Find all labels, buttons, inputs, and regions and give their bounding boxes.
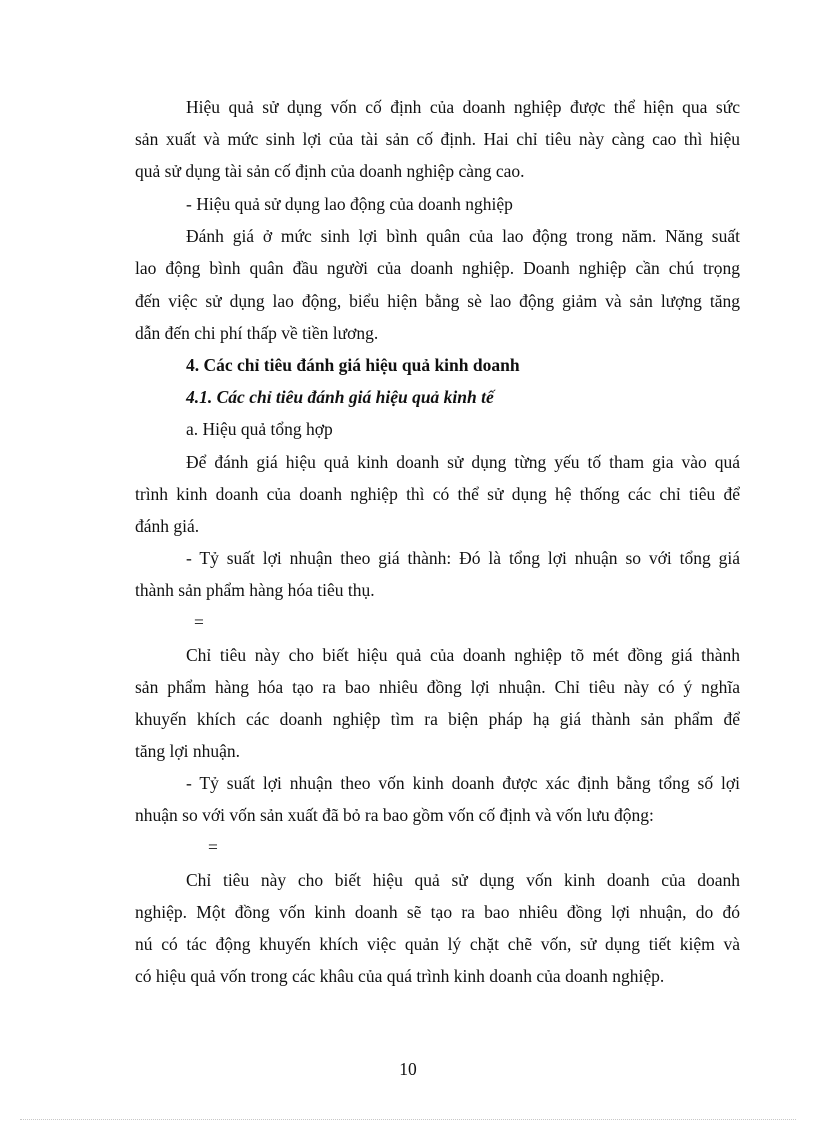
paragraph-line: nghiệp. Một đồng vốn kinh doanh sẽ tạo ra bao nhiêu đồng lợi nhuận, do đó xyxy=(135,902,740,922)
formula-equals: = xyxy=(208,837,218,857)
formula-equals: = xyxy=(194,612,204,632)
paragraph-line: nhuận so với vốn sản xuất đã bỏ ra bao gồm vốn cố định và vốn lưu động: xyxy=(135,805,654,825)
paragraph-line: Hiệu quả sử dụng vốn cố định của doanh nghiệp được thể hiện qua sức xyxy=(186,97,740,117)
paragraph-line: tăng lợi nhuận. xyxy=(135,741,240,761)
paragraph-line: lao động bình quân đầu người của doanh nghiệp. Doanh nghiệp cần chú trọng xyxy=(135,258,740,278)
paragraph-line: Để đánh giá hiệu quả kinh doanh sử dụng từng yếu tố tham gia vào quá xyxy=(186,452,740,472)
paragraph-line: Chỉ tiêu này cho biết hiệu quả của doanh nghiệp tõ mét đồng giá thành xyxy=(186,645,740,665)
paragraph-line: - Tỷ suất lợi nhuận theo giá thành: Đó là tổng lợi nhuận so với tổng giá xyxy=(186,548,740,568)
section-heading: 4. Các chỉ tiêu đánh giá hiệu quả kinh doanh xyxy=(186,355,520,375)
paragraph-line: có hiệu quả vốn trong các khâu của quá trình kinh doanh của doanh nghiệp. xyxy=(135,966,665,986)
page-number: 10 xyxy=(399,1059,417,1079)
paragraph-line: - Tỷ suất lợi nhuận theo vốn kinh doanh được xác định bằng tổng số lợi xyxy=(186,773,740,793)
bullet-heading: - Hiệu quả sử dụng lao động của doanh nghiệp xyxy=(186,194,513,214)
paragraph-line: sản xuất và mức sinh lợi của tài sản cố định. Hai chỉ tiêu này càng cao thì hiệu xyxy=(135,129,740,149)
paragraph-line: khuyến khích các doanh nghiệp tìm ra biện pháp hạ giá thành sản phẩm để xyxy=(135,709,740,729)
paragraph-line: Chỉ tiêu này cho biết hiệu quả sử dụng vốn kinh doanh của doanh xyxy=(186,870,740,890)
paragraph-line: quả sử dụng tài sản cố định của doanh nghiệp càng cao. xyxy=(135,161,525,181)
paragraph-line: trình kinh doanh của doanh nghiệp thì có thể sử dụng hệ thống các chỉ tiêu để xyxy=(135,484,740,504)
item-heading: a. Hiệu quả tổng hợp xyxy=(186,419,333,439)
paragraph-line: đến việc sử dụng lao động, biểu hiện bằng sè lao động giảm và sản lượng tăng xyxy=(135,291,740,311)
paragraph-line: Đánh giá ở mức sinh lợi bình quân của lao động trong năm. Năng suất xyxy=(186,226,740,246)
page-bottom-rule xyxy=(20,1119,796,1120)
paragraph-line: dẫn đến chi phí thấp về tiền lương. xyxy=(135,323,379,343)
paragraph-line: sản phẩm hàng hóa tạo ra bao nhiêu đồng lợi nhuận. Chỉ tiêu này có ý nghĩa xyxy=(135,677,740,697)
paragraph-line: đánh giá. xyxy=(135,516,200,536)
subsection-heading: 4.1. Các chỉ tiêu đánh giá hiệu quả kinh tế xyxy=(186,387,494,407)
paragraph-line: nú có tác động khuyến khích việc quản lý chặt chẽ vốn, sử dụng tiết kiệm và xyxy=(135,934,740,954)
paragraph-line: thành sản phẩm hàng hóa tiêu thụ. xyxy=(135,580,375,600)
